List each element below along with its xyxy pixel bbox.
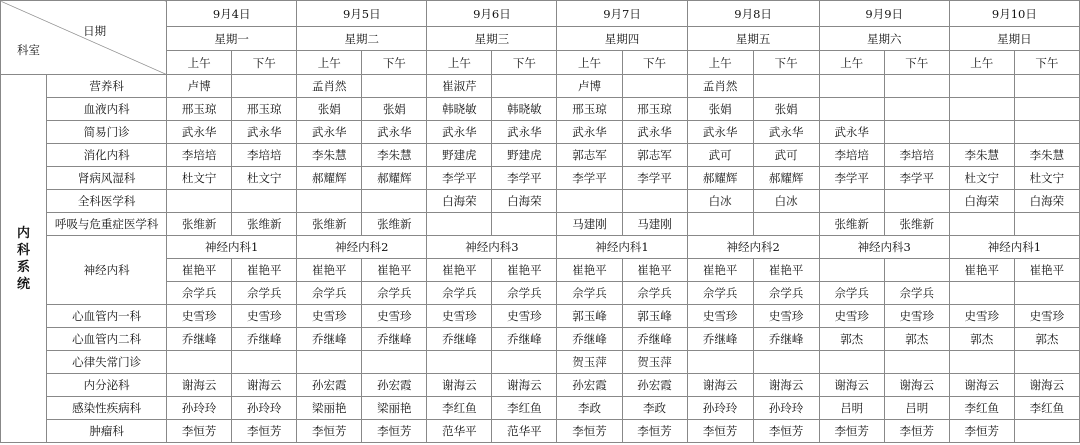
doctor-cell: 武永华 (232, 121, 297, 144)
doctor-cell: 杜文宁 (232, 167, 297, 190)
pm-header: 下午 (1014, 51, 1079, 75)
doctor-cell: 郝耀辉 (362, 167, 427, 190)
doctor-cell (819, 259, 884, 282)
sub-dept-header: 神经内科3 (427, 236, 557, 259)
doctor-cell: 佘学兵 (557, 282, 622, 305)
pm-header: 下午 (622, 51, 687, 75)
doctor-cell: 范华平 (427, 420, 492, 443)
doctor-cell: 崔艳平 (622, 259, 687, 282)
am-header: 上午 (949, 51, 1014, 75)
am-header: 上午 (687, 51, 753, 75)
am-header: 上午 (167, 51, 232, 75)
weekday-header: 星期二 (297, 27, 427, 51)
doctor-cell (819, 351, 884, 374)
corner-dept-label: 科室 (17, 43, 40, 57)
doctor-cell: 崔艳平 (557, 259, 622, 282)
date-header: 9月6日 (427, 1, 557, 27)
doctor-cell: 乔继峰 (297, 328, 362, 351)
sub-dept-header: 神经内科1 (949, 236, 1079, 259)
doctor-cell: 武永华 (297, 121, 362, 144)
date-header: 9月8日 (687, 1, 819, 27)
doctor-cell: 李恒芳 (687, 420, 753, 443)
doctor-cell: 佘学兵 (884, 282, 949, 305)
doctor-cell: 野建虎 (492, 144, 557, 167)
doctor-cell: 崔艳平 (753, 259, 819, 282)
date-header: 9月5日 (297, 1, 427, 27)
doctor-cell (1014, 420, 1079, 443)
doctor-cell: 乔继峰 (622, 328, 687, 351)
am-header: 上午 (557, 51, 622, 75)
dept-name: 血液内科 (47, 98, 167, 121)
doctor-cell: 乔继峰 (362, 328, 427, 351)
doctor-cell: 郭玉峰 (557, 305, 622, 328)
doctor-cell: 李恒芳 (297, 420, 362, 443)
doctor-cell: 史雪珍 (819, 305, 884, 328)
weekday-header: 星期日 (949, 27, 1079, 51)
doctor-cell: 李红鱼 (492, 397, 557, 420)
doctor-cell: 李恒芳 (557, 420, 622, 443)
doctor-cell: 武永华 (687, 121, 753, 144)
doctor-cell: 史雪珍 (1014, 305, 1079, 328)
doctor-cell: 乔继峰 (753, 328, 819, 351)
doctor-cell: 谢海云 (232, 374, 297, 397)
doctor-cell: 郭志军 (622, 144, 687, 167)
doctor-cell (1014, 121, 1079, 144)
doctor-cell: 郭志军 (557, 144, 622, 167)
doctor-cell: 佘学兵 (427, 282, 492, 305)
doctor-cell: 孙宏霞 (622, 374, 687, 397)
doctor-cell: 张维新 (167, 213, 232, 236)
dept-name: 内分泌科 (47, 374, 167, 397)
doctor-cell: 邢玉琼 (167, 98, 232, 121)
doctor-cell: 崔艳平 (427, 259, 492, 282)
doctor-cell: 武永华 (167, 121, 232, 144)
doctor-cell: 史雪珍 (232, 305, 297, 328)
doctor-cell: 谢海云 (753, 374, 819, 397)
doctor-cell: 马建刚 (557, 213, 622, 236)
doctor-cell: 张娟 (753, 98, 819, 121)
weekday-header: 星期三 (427, 27, 557, 51)
doctor-cell: 李恒芳 (819, 420, 884, 443)
doctor-cell: 武永华 (427, 121, 492, 144)
doctor-cell: 乔继峰 (687, 328, 753, 351)
dept-name: 心血管内一科 (47, 305, 167, 328)
doctor-cell: 佘学兵 (622, 282, 687, 305)
doctor-cell: 卢博 (167, 75, 232, 98)
doctor-cell: 李朱慧 (297, 144, 362, 167)
doctor-cell: 孙宏霞 (297, 374, 362, 397)
doctor-cell: 谢海云 (492, 374, 557, 397)
doctor-cell: 李培培 (884, 144, 949, 167)
am-header: 上午 (297, 51, 362, 75)
doctor-cell: 李恒芳 (949, 420, 1014, 443)
doctor-cell (362, 190, 427, 213)
sub-dept-header: 神经内科1 (167, 236, 297, 259)
doctor-cell: 李红鱼 (949, 397, 1014, 420)
doctor-cell: 郭杰 (1014, 328, 1079, 351)
doctor-cell: 谢海云 (167, 374, 232, 397)
doctor-cell: 郭杰 (819, 328, 884, 351)
doctor-cell (949, 213, 1014, 236)
doctor-cell (492, 213, 557, 236)
doctor-cell: 李培培 (819, 144, 884, 167)
doctor-cell: 佘学兵 (819, 282, 884, 305)
dept-name: 心律失常门诊 (47, 351, 167, 374)
doctor-cell (1014, 351, 1079, 374)
doctor-cell: 李朱慧 (949, 144, 1014, 167)
doctor-cell: 乔继峰 (427, 328, 492, 351)
doctor-cell: 谢海云 (884, 374, 949, 397)
doctor-cell: 谢海云 (427, 374, 492, 397)
doctor-cell: 郭杰 (949, 328, 1014, 351)
doctor-cell (1014, 213, 1079, 236)
dept-name: 肾病风湿科 (47, 167, 167, 190)
doctor-cell (753, 213, 819, 236)
doctor-cell: 梁丽艳 (297, 397, 362, 420)
doctor-cell (884, 98, 949, 121)
doctor-cell (622, 75, 687, 98)
doctor-cell: 李红鱼 (427, 397, 492, 420)
dept-name: 消化内科 (47, 144, 167, 167)
pm-header: 下午 (753, 51, 819, 75)
doctor-cell: 乔继峰 (492, 328, 557, 351)
doctor-cell (949, 351, 1014, 374)
group-label: 内科系统 (1, 75, 47, 443)
doctor-cell: 谢海云 (687, 374, 753, 397)
doctor-cell: 佘学兵 (362, 282, 427, 305)
doctor-cell: 孙玲玲 (232, 397, 297, 420)
doctor-cell: 白海荣 (949, 190, 1014, 213)
doctor-cell: 佘学兵 (687, 282, 753, 305)
doctor-cell: 孟肖然 (687, 75, 753, 98)
doctor-cell: 郝耀辉 (753, 167, 819, 190)
doctor-cell: 李红鱼 (1014, 397, 1079, 420)
am-header: 上午 (819, 51, 884, 75)
doctor-cell (687, 213, 753, 236)
doctor-cell: 佘学兵 (167, 282, 232, 305)
doctor-cell: 史雪珍 (687, 305, 753, 328)
doctor-cell: 吕明 (884, 397, 949, 420)
doctor-cell (753, 75, 819, 98)
doctor-cell: 武可 (687, 144, 753, 167)
doctor-cell: 野建虎 (427, 144, 492, 167)
doctor-cell (362, 351, 427, 374)
doctor-cell (1014, 282, 1079, 305)
doctor-cell: 杜文宁 (949, 167, 1014, 190)
doctor-cell (622, 190, 687, 213)
doctor-cell: 史雪珍 (949, 305, 1014, 328)
doctor-cell (884, 75, 949, 98)
doctor-cell: 武永华 (557, 121, 622, 144)
doctor-cell: 邢玉琼 (622, 98, 687, 121)
doctor-cell: 郝耀辉 (687, 167, 753, 190)
doctor-cell: 郝耀辉 (297, 167, 362, 190)
doctor-cell (1014, 75, 1079, 98)
dept-name: 全科医学科 (47, 190, 167, 213)
doctor-cell: 佘学兵 (492, 282, 557, 305)
doctor-cell: 李朱慧 (1014, 144, 1079, 167)
doctor-cell: 吕明 (819, 397, 884, 420)
doctor-cell (362, 75, 427, 98)
dept-name: 呼吸与危重症医学科 (47, 213, 167, 236)
doctor-cell: 崔艳平 (949, 259, 1014, 282)
doctor-cell: 范华平 (492, 420, 557, 443)
doctor-cell (427, 351, 492, 374)
doctor-cell (819, 75, 884, 98)
doctor-cell (884, 190, 949, 213)
sub-dept-header: 神经内科3 (819, 236, 949, 259)
doctor-cell: 佘学兵 (297, 282, 362, 305)
doctor-cell: 谢海云 (949, 374, 1014, 397)
doctor-cell (297, 351, 362, 374)
doctor-cell: 郭玉峰 (622, 305, 687, 328)
doctor-cell: 孙玲玲 (687, 397, 753, 420)
doctor-cell: 史雪珍 (167, 305, 232, 328)
weekday-header: 星期六 (819, 27, 949, 51)
pm-header: 下午 (492, 51, 557, 75)
doctor-cell: 张维新 (297, 213, 362, 236)
doctor-cell: 李学平 (884, 167, 949, 190)
doctor-cell (949, 75, 1014, 98)
doctor-cell: 邢玉琼 (232, 98, 297, 121)
am-header: 上午 (427, 51, 492, 75)
doctor-cell: 崔艳平 (687, 259, 753, 282)
doctor-cell: 佘学兵 (232, 282, 297, 305)
doctor-cell: 贺玉萍 (622, 351, 687, 374)
doctor-cell: 白海荣 (427, 190, 492, 213)
dept-name: 肿瘤科 (47, 420, 167, 443)
doctor-cell: 张娟 (297, 98, 362, 121)
doctor-cell (167, 351, 232, 374)
doctor-cell: 邢玉琼 (557, 98, 622, 121)
doctor-cell: 史雪珍 (884, 305, 949, 328)
doctor-cell: 白海荣 (1014, 190, 1079, 213)
doctor-cell: 张娟 (687, 98, 753, 121)
doctor-cell: 武永华 (362, 121, 427, 144)
doctor-cell (949, 282, 1014, 305)
doctor-cell: 孙玲玲 (167, 397, 232, 420)
doctor-cell (884, 121, 949, 144)
pm-header: 下午 (362, 51, 427, 75)
doctor-cell: 佘学兵 (753, 282, 819, 305)
doctor-cell: 李恒芳 (232, 420, 297, 443)
doctor-cell: 谢海云 (819, 374, 884, 397)
doctor-cell: 贺玉萍 (557, 351, 622, 374)
doctor-cell: 张娟 (362, 98, 427, 121)
doctor-cell (427, 213, 492, 236)
doctor-cell: 李政 (557, 397, 622, 420)
doctor-cell (297, 190, 362, 213)
doctor-cell: 武永华 (819, 121, 884, 144)
dept-name: 神经内科 (47, 236, 167, 305)
dept-name: 营养科 (47, 75, 167, 98)
corner-date-label: 日期 (83, 24, 107, 38)
doctor-cell: 李恒芳 (884, 420, 949, 443)
doctor-cell: 史雪珍 (297, 305, 362, 328)
doctor-cell: 李学平 (557, 167, 622, 190)
doctor-cell: 崔艳平 (167, 259, 232, 282)
doctor-cell (884, 351, 949, 374)
doctor-cell: 李学平 (492, 167, 557, 190)
doctor-cell (232, 75, 297, 98)
doctor-cell: 韩晓敏 (427, 98, 492, 121)
sub-dept-header: 神经内科2 (687, 236, 819, 259)
doctor-cell (884, 259, 949, 282)
doctor-cell: 李朱慧 (362, 144, 427, 167)
pm-header: 下午 (232, 51, 297, 75)
doctor-cell: 李学平 (622, 167, 687, 190)
date-header: 9月4日 (167, 1, 297, 27)
doctor-cell: 武永华 (753, 121, 819, 144)
doctor-cell: 白冰 (753, 190, 819, 213)
weekday-header: 星期一 (167, 27, 297, 51)
doctor-cell: 武可 (753, 144, 819, 167)
doctor-cell: 孟肖然 (297, 75, 362, 98)
doctor-cell: 马建刚 (622, 213, 687, 236)
doctor-cell: 李学平 (427, 167, 492, 190)
doctor-cell: 崔淑芹 (427, 75, 492, 98)
doctor-cell: 武永华 (492, 121, 557, 144)
doctor-cell: 张维新 (884, 213, 949, 236)
doctor-cell: 崔艳平 (232, 259, 297, 282)
doctor-cell (753, 351, 819, 374)
corner-cell (1, 1, 167, 75)
doctor-cell: 张维新 (362, 213, 427, 236)
doctor-cell: 乔继峰 (167, 328, 232, 351)
doctor-cell: 史雪珍 (427, 305, 492, 328)
date-header: 9月7日 (557, 1, 687, 27)
doctor-cell: 郭杰 (884, 328, 949, 351)
weekday-header: 星期四 (557, 27, 687, 51)
doctor-cell: 白冰 (687, 190, 753, 213)
doctor-cell (557, 190, 622, 213)
doctor-cell: 崔艳平 (362, 259, 427, 282)
doctor-cell: 史雪珍 (753, 305, 819, 328)
doctor-cell: 李恒芳 (622, 420, 687, 443)
doctor-cell: 乔继峰 (232, 328, 297, 351)
date-header: 9月10日 (949, 1, 1079, 27)
doctor-cell: 崔艳平 (1014, 259, 1079, 282)
doctor-cell: 卢博 (557, 75, 622, 98)
doctor-cell: 史雪珍 (362, 305, 427, 328)
doctor-cell: 李政 (622, 397, 687, 420)
doctor-cell: 杜文宁 (1014, 167, 1079, 190)
doctor-cell: 李恒芳 (753, 420, 819, 443)
doctor-cell: 梁丽艳 (362, 397, 427, 420)
doctor-cell: 史雪珍 (492, 305, 557, 328)
doctor-cell (949, 98, 1014, 121)
doctor-cell: 李培培 (232, 144, 297, 167)
doctor-cell (819, 98, 884, 121)
doctor-cell: 孙宏霞 (557, 374, 622, 397)
doctor-cell: 张维新 (819, 213, 884, 236)
date-header: 9月9日 (819, 1, 949, 27)
doctor-cell: 李培培 (167, 144, 232, 167)
doctor-cell (819, 190, 884, 213)
doctor-cell: 谢海云 (1014, 374, 1079, 397)
doctor-cell (687, 351, 753, 374)
sub-dept-header: 神经内科2 (297, 236, 427, 259)
weekday-header: 星期五 (687, 27, 819, 51)
doctor-cell: 白海荣 (492, 190, 557, 213)
dept-name: 感染性疾病科 (47, 397, 167, 420)
doctor-cell (232, 190, 297, 213)
doctor-cell: 崔艳平 (297, 259, 362, 282)
doctor-cell: 韩晓敏 (492, 98, 557, 121)
doctor-cell: 孙宏霞 (362, 374, 427, 397)
doctor-cell (232, 351, 297, 374)
dept-name: 心血管内二科 (47, 328, 167, 351)
doctor-cell: 李恒芳 (362, 420, 427, 443)
doctor-cell: 李学平 (819, 167, 884, 190)
doctor-cell: 孙玲玲 (753, 397, 819, 420)
doctor-cell (167, 190, 232, 213)
doctor-cell (492, 351, 557, 374)
dept-name: 简易门诊 (47, 121, 167, 144)
pm-header: 下午 (884, 51, 949, 75)
doctor-cell (1014, 98, 1079, 121)
doctor-cell: 崔艳平 (492, 259, 557, 282)
doctor-cell (949, 121, 1014, 144)
doctor-cell: 李恒芳 (167, 420, 232, 443)
doctor-cell: 乔继峰 (557, 328, 622, 351)
doctor-cell (492, 75, 557, 98)
doctor-cell: 杜文宁 (167, 167, 232, 190)
doctor-cell: 张维新 (232, 213, 297, 236)
sub-dept-header: 神经内科1 (557, 236, 687, 259)
doctor-cell: 武永华 (622, 121, 687, 144)
